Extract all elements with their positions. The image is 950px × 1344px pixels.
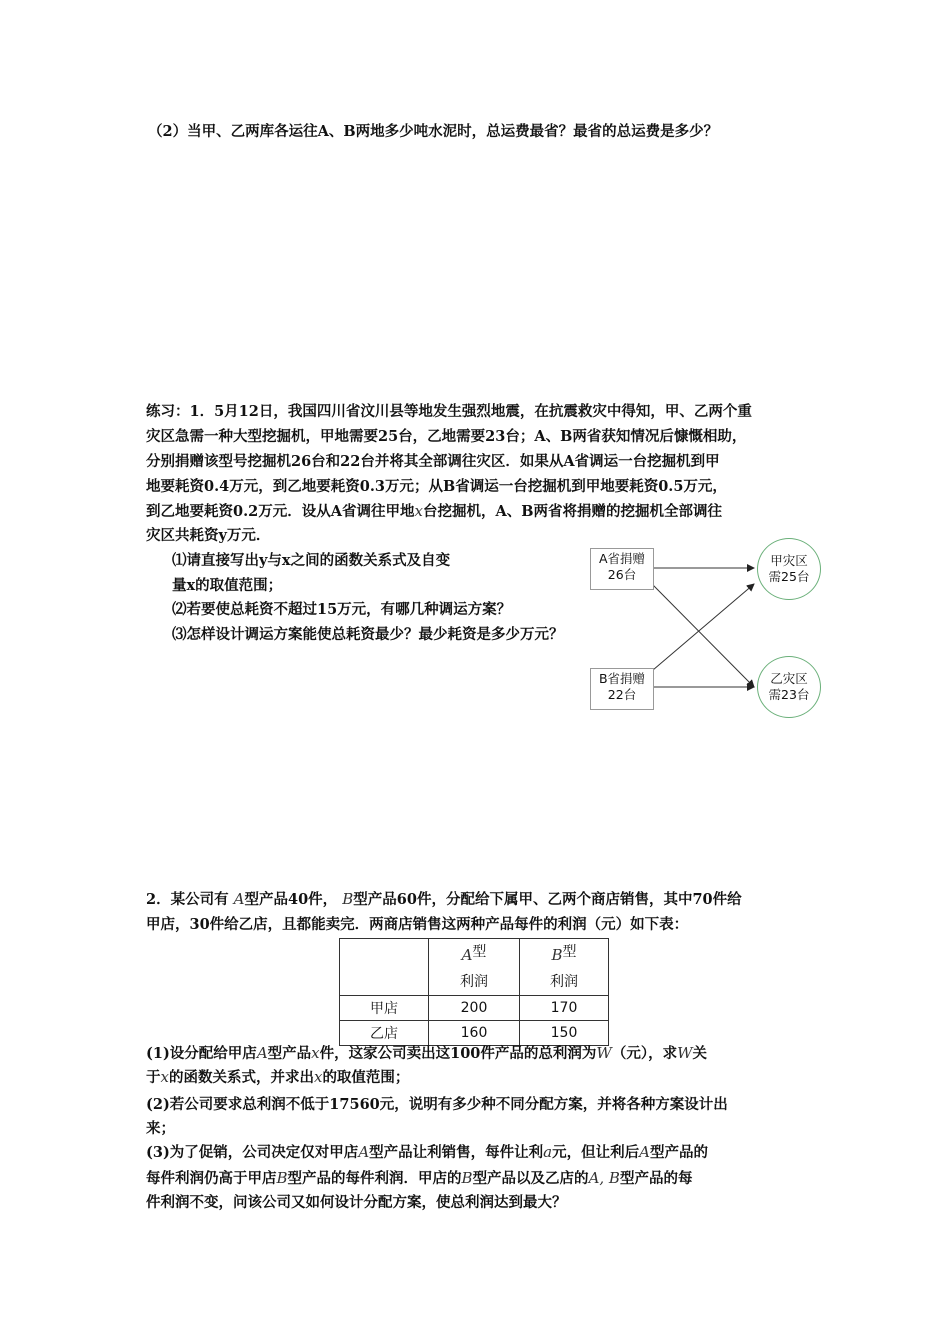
exercise-line-5-start: 到乙地要耗资0.2万元．设从A省调往甲地: [146, 503, 415, 520]
jia-zone-need: 需25台: [768, 569, 810, 584]
arrow-a-to-yi: [653, 585, 754, 687]
row-name: 乙店: [340, 1021, 429, 1046]
a-province-label: A省捐赠: [598, 551, 646, 566]
yi-zone-circle: [757, 656, 821, 718]
table-row: [340, 996, 609, 1021]
col-header-a: [429, 939, 520, 996]
text: 关: [692, 1045, 707, 1062]
variable-a: A: [358, 1143, 370, 1161]
part-1-line-1: [146, 1043, 707, 1064]
exercise-line-5: [146, 501, 722, 522]
text: 元，但让利后: [552, 1144, 640, 1161]
variable-x: x: [414, 502, 423, 520]
row-name: 甲店: [340, 996, 429, 1021]
arrow-b-to-jia: [653, 584, 754, 670]
yi-zone-need: 需23台: [768, 687, 810, 702]
text: (1)设分配给甲店: [146, 1045, 257, 1062]
variable-x: x: [313, 1068, 323, 1086]
variable-b: B: [276, 1169, 288, 1187]
part-2-line-1: (2)若公司要求总利润不低于17560元，说明有多少种不同分配方案，并将各种方案设计出: [146, 1096, 728, 1113]
col-a-var: A: [461, 946, 473, 964]
text: （元），求: [611, 1045, 678, 1062]
exercise-line-5-end: 台挖掘机，A、B两省将捐赠的挖掘机全部调往: [422, 503, 722, 520]
text: 的函数关系式，并求出: [168, 1069, 314, 1086]
text: 型产品的: [649, 1144, 708, 1161]
a-province-count: 26台: [607, 567, 637, 582]
exercise-line-2: 灾区急需一种大型挖掘机，甲地需要25台，乙地需要23台；A、B两省获知情况后慷慨相助，: [146, 428, 747, 445]
problem-2-line-1: [146, 889, 742, 910]
variable-a: A: [639, 1143, 650, 1161]
profit-table: [339, 938, 609, 1046]
variable-b: B: [342, 890, 354, 908]
variable-a-lower: a: [543, 1143, 553, 1161]
text: 每件利润仍高于甲店: [146, 1170, 277, 1187]
row-value-a: 160: [429, 1021, 520, 1046]
text: 型产品的每: [619, 1170, 693, 1187]
variable-b: B: [461, 1169, 473, 1187]
text: 型产品让利销售，每件让利: [369, 1144, 544, 1161]
text: 的取值范围；: [322, 1069, 410, 1086]
col-header-b: [520, 939, 609, 996]
b-province-count: 22台: [607, 687, 637, 702]
text: 型产品的每件利润．甲店的: [287, 1170, 462, 1187]
sub-question-2: ⑵若要使总耗资不超过15万元，有哪几种调运方案？: [172, 601, 512, 618]
col-a-suffix: 型: [472, 944, 487, 960]
question-part-2: （2）当甲、乙两库各运往A、B两地多少吨水泥时，总运费最省？最省的总运费是多少？: [148, 123, 719, 140]
text: 2．某公司有: [146, 891, 229, 908]
row-value-b: 150: [520, 1021, 609, 1046]
col-b-sub: 利润: [550, 974, 578, 990]
jia-zone-label: 甲灾区: [770, 553, 808, 568]
part-1-line-2: [146, 1067, 409, 1088]
text: 于: [146, 1069, 161, 1086]
row-value-a: 200: [429, 996, 520, 1021]
part-3-line-1: [146, 1142, 708, 1163]
text: 型产品60件，分配给下属甲、乙两个商店销售，其中70件给: [353, 891, 742, 908]
text: 件，这家公司卖出这100件产品的总利润为: [319, 1045, 597, 1062]
sub-question-1a: ⑴请直接写出y与x之间的函数关系式及自变: [172, 552, 451, 569]
sub-question-1b: 量x的取值范围；: [172, 577, 283, 594]
yi-zone-label: 乙灾区: [770, 671, 808, 686]
text: 型产品40件，: [244, 891, 338, 908]
sub-question-3: ⑶怎样设计调运方案能使总耗资最少？最少耗资是多少万元？: [172, 626, 564, 643]
col-a-sub: 利润: [460, 974, 488, 990]
a-province-box: [590, 548, 654, 590]
jia-zone-circle: [757, 538, 821, 600]
problem-2-line-2: 甲店，30件给乙店，且都能卖完．两商店销售这两种产品每件的利润（元）如下表：: [146, 916, 689, 933]
b-province-label: B省捐赠: [598, 671, 646, 686]
variable-a-b: A, B: [588, 1169, 620, 1187]
variable-a: A: [233, 890, 245, 908]
col-b-suffix: 型: [562, 944, 577, 960]
variable-x: x: [160, 1068, 169, 1086]
variable-w: W: [596, 1044, 612, 1062]
variable-a: A: [256, 1044, 268, 1062]
part-3-line-3: 件利润不变，问该公司又如何设计分配方案，使总利润达到最大？: [146, 1194, 567, 1211]
col-b-var: B: [551, 946, 563, 964]
table-row: [340, 1021, 609, 1046]
exercise-line-4: 地要耗资0.4万元，到乙地要耗资0.3万元；从B省调运一台挖掘机到甲地要耗资0.5万元，: [146, 478, 727, 495]
table-corner-cell: [340, 939, 429, 996]
variable-w: W: [677, 1044, 693, 1062]
exercise-line-6: 灾区共耗资y万元．: [146, 527, 271, 544]
text: (3)为了促销，公司决定仅对甲店: [146, 1144, 359, 1161]
part-2-line-2: 来；: [146, 1120, 175, 1137]
transport-diagram: [580, 530, 830, 720]
exercise-line-1: 练习：1．5月12日，我国四川省汶川县等地发生强烈地震，在抗震救灾中得知，甲、乙两个重: [146, 403, 752, 420]
part-3-line-2: [146, 1168, 692, 1189]
b-province-box: [590, 668, 654, 710]
variable-x: x: [311, 1044, 320, 1062]
exercise-line-3: 分别捐赠该型号挖掘机26台和22台并将其全部调往灾区．如果从A省调运一台挖掘机到甲: [146, 453, 720, 470]
row-value-b: 170: [520, 996, 609, 1021]
text: 型产品以及乙店的: [472, 1170, 589, 1187]
text: 型产品: [267, 1045, 312, 1062]
